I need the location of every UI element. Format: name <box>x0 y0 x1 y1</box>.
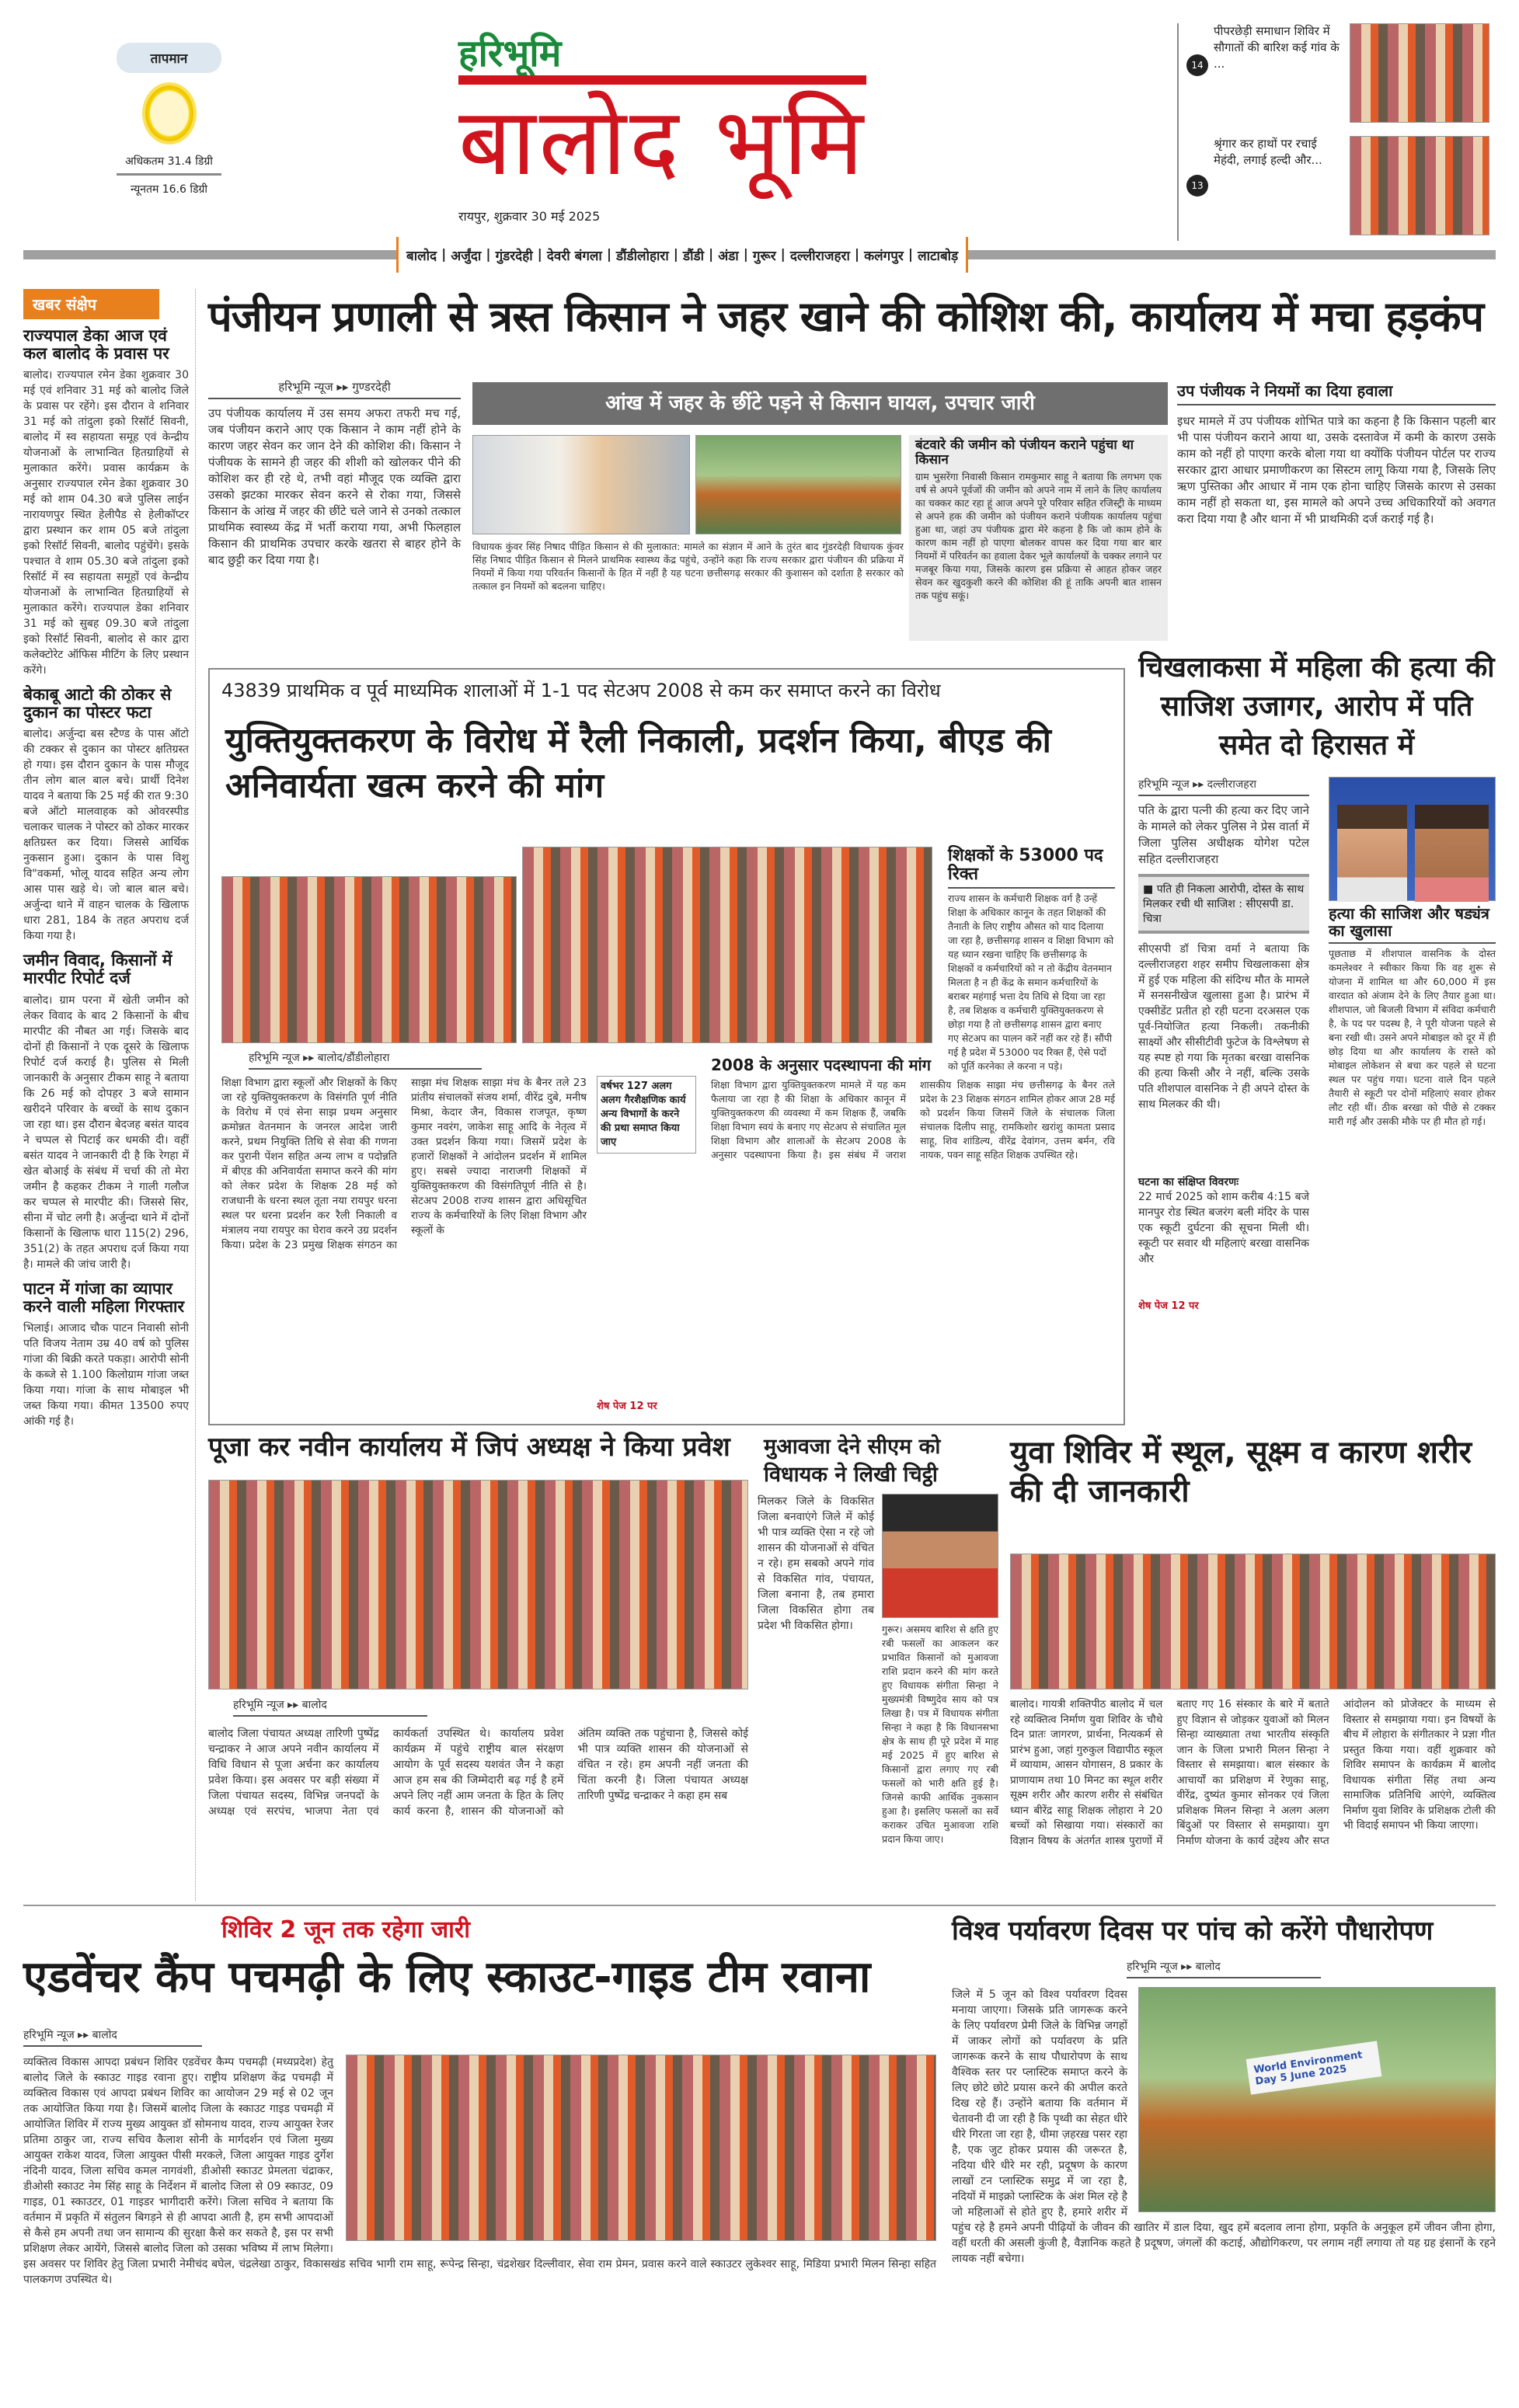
masthead-title: बालोद भूमि <box>458 75 866 201</box>
scout-headline: एडवेंचर कैंप पचमढ़ी के लिए स्काउट-गाइड टीम रवाना <box>23 1952 871 2003</box>
continued-link[interactable]: शेष पेज 12 पर <box>597 1401 657 1412</box>
teaser-item[interactable] <box>1186 136 1497 241</box>
nav-item[interactable]: लाटाबोड़ <box>918 248 959 264</box>
environment-banner: World Environment Day 5 June 2025 <box>1246 2041 1382 2094</box>
teaser-text: पीपरछेड़ी समाधान शिविर में सौगातों की बारिश कई गांव के ... <box>1214 24 1340 71</box>
office-photo <box>208 1480 748 1689</box>
rally-kicker: 43839 प्राथमिक व पूर्व माध्यमिक शालाओं में 1-1 पद सेटअप 2008 से कम कर समाप्त करने का विरोध <box>221 680 941 701</box>
box2-body: शिक्षा विभाग द्वारा युक्तियुक्तकरण मामले में यह कम फैलाया जा रहा है की शिक्षा के अधिकार कानून में युक्तियुक्तकरण की व्यवस्था में कम शिक्षक हैं, जबकि शिक्षा विभाग स्वयं के बनाए गए सेटअप से संचालित मूल शिक्षा विभाग और शालाओं के सेटअप 2008 के अनुसार पदस्थापना किया है। इस संबंध में जराश शासकीय शिक्षक साझा मंच छत्तीसगढ़ के बैनर तले प्रदेश के 23 शिक्षक संगठन शामिल होकर आज 28 मई को प्रदर्शन किया जिसमें जिले के संचालक जिला संचालक दिलीप साहू, रामकिशोर खरांशु कामता प्रसाद साहू, शिव शांडिल्य, वीरेंद्र देवांगन, उत्तम बर्मन, रवि नायक, पवन साहू सहित शिक्षक उपस्थित रहे। <box>711 1079 1115 1161</box>
nav-item[interactable]: दल्लीराजहरा <box>789 248 850 264</box>
box-headline: शिक्षकों के 53000 पद रिक्त <box>948 847 1115 889</box>
sub-body: ग्राम भुसरेंगा निवासी किसान रामकुमार साहू ने बताया कि लगभग एक वर्ष से अपने पूर्वजों की जमीन को अपने नाम में लाने के लिए कार्यालय का चक्कर काट रहा हूं आज अपने पूरे परिवार सहित रजिस्ट्री के माध्यम से अपने हक की जमीन को पंजीयन कराने पंजीयक कार्यालय पहुंचा हुआ था, जहां उप पंजीयक द्वारा मेरे कहना है कि जो काम होने के कारण काम नहीं हो पाएगा बोलकर वापस कर दिया गया बार बार नियमों में परिवर्तन का हवाला देकर भूले कार्यालयों के चक्कर लगाने पर मजबूर किया गया, जिसके कारण इस प्रक्रिया से आहत होकर जहर सेवन कर खुदकुशी करने की कोशिश की हूं ताकि अपनी बात शासन तक पहुंच सकूं। <box>915 471 1162 602</box>
masthead[interactable] <box>458 27 956 225</box>
byline: हरिभूमि न्यूज ▸▸ बालोद/डौंडीलोहारा <box>249 1050 482 1070</box>
brief-body: बालोद। अर्जुन्दा बस स्टैण्ड के पास ऑटो की टक्कर से दुकान का पोस्टर क्षतिग्रस्त हो गया। इस दौरान दुकान के पास मौजूद तीन लोग बाल बाल बचे। प्रार्थी दिनेश यादव ने बताया कि 25 मई की रात 9:30 बजे ऑटो मालवाहक को ओवरस्पीड चलाकर चालक ने पोस्टर को ठोकर मारकर क्षतिग्रस्त कर दिया। जिससे आर्थिक नुकसान हुआ। दुकान के पास विशु वि"वकर्मा, भोलू यादव सहित अन्य लोग आस पास खड़े थे। जो बाल बाल बचे। अर्जुन्दा थाने में वाहन चालक के खिलाफ धारा 281, 184 के तहत अपराध दर्ज किया गया है। <box>23 728 189 943</box>
mla-photo <box>882 1494 998 1618</box>
byline: हरिभूमि न्यूज ▸▸ गुण्डरदेही <box>208 379 461 399</box>
lead-body: उप पंजीयक कार्यालय में उस समय अफरा तफरी मच गई, जब पंजीयन कराने आए एक किसान ने काम नहीं होने के कारण जहर सेवन कर जान देने की कोशिश की। किसान ने पंजीयक के सामने ही जहर की शीशी को खोलकर पीने की कोशिश कर ही रहे थे, तभी वहां मौजूद एक व्यक्ति द्वारा उसको झटका मारकर सेवन करने से रोका गया, जिससे किसान के आंख में जहर की छींटे चले जाने से उनको तत्काल प्राथमिक स्वास्थ्य केंद्र में भर्ती कराया गया, अभी फिलहाल किसान की प्राथमिक उपचार करके खतरा से बाहर होने के बाद छुट्टी कर दिया गया है। <box>208 406 461 567</box>
page-number-badge: 13 <box>1186 175 1208 197</box>
scout-photo <box>346 2055 936 2241</box>
crime-body: सीएसपी डॉ चित्रा वर्मा ने बताया कि दल्लीराजहरा शहर समीप चिखलाकसा क्षेत्र में हुई एक महिला की संदिग्ध मौत के मामले में सनसनीखेज खुलासा हुआ है। प्रारंभ में एक्सीडेंट प्रतीत हो रही घटना दरअसल एक पूर्व-नियोजित हत्या निकली। तकनीकी साक्ष्यों और सीसीटीवी फुटेज के विश्लेषण से यह स्पष्ट हो गया कि मृतका बरखा वासनिक की हत्या किसी और ने नहीं, बल्कि उसके पति शीशपाल वासनिक ने ही अपने दोस्त के साथ मिलकर की थी। <box>1138 943 1309 1111</box>
lead-sub-story <box>909 435 1168 641</box>
nav-item[interactable]: डौंडीलोहारा <box>616 248 669 264</box>
byline: हरिभूमि न्यूज ▸▸ दल्लीराजहरा <box>1138 777 1309 796</box>
rally-callout <box>597 1076 696 1154</box>
side-headline: उप पंजीयक ने नियमों का दिया हवाला <box>1177 382 1496 405</box>
side-body: इधर मामले में उप पंजीयक शोभित पात्रे का कहना है कि किसान पहली बार भी पास पंजीयन कराने आया था, उसके दस्तावेज में कमी के कारण उसके काम को नहीं हो पाएगा करके बोला गया था क्योंकि पंजीयन पोर्टल पर राज्य सरकार द्वारा आधार प्रमाणीकरण का सिस्टम लागू किया गया है, जिसके लिए ऋण पुस्तिका और आधार में नाम एक होना चाहिए जिसके कारण से उसका काम नहीं हो सकता था, इस मामले को अपने उच्च अधिकारियों को अवगत करा दिया गया है और थाना में भी प्राथमिकी दर्ज कराई गई है। <box>1177 414 1496 526</box>
lead-left-column <box>208 379 461 643</box>
briefs-label: खबर संक्षेप <box>23 289 159 319</box>
continued-link[interactable]: शेष पेज 12 पर <box>1138 1300 1199 1312</box>
rally-photo <box>221 876 517 1043</box>
rally-photo <box>522 847 932 1043</box>
rally-box2-story <box>707 1056 1115 1418</box>
nav-bar: बालोद | अर्जुंदा | गुंडरदेही | देवरी बंगला | डौंडीलोहारा | डौंडी | अंडा | गुरूर | दल्लीराजहरा | कलंगपुर | लाटाबोड़ <box>396 237 968 273</box>
office-body: बालोद जिला पंचायत अध्यक्ष तारिणी पुष्पेंद्र चन्द्राकर ने आज अपने नवीन कार्यालय में विधि विधान से पूजा अर्चना कर कार्यालय प्रवेश किया। इस अवसर पर बड़ी संख्या में जिला पंचायत सदस्य, विभिन्न जनपदों के अध्यक्ष एवं सरपंच, भाजपा नेता एवं कार्यकर्ता उपस्थित थे। कार्यालय प्रवेश कार्यक्रम में पहुंचे राष्ट्रीय बाल संरक्षण आयोग के पूर्व सदस्य यशवंत जैन ने कहा आज हम सब की जिम्मेदारी बढ़ गई है हमें अपने लिए नहीं आम जनता के हित के लिए कार्य करना है, शासन की योजनाओं को अंतिम व्यक्ति तक पहुंचाना है, जिससे कोई भी पात्र व्यक्ति शासन की योजनाओं से वंचित न रहे। हम अपनी नहीं जनता की चिंता करनी है। जिला पंचायत अध्यक्ष तारिणी पुष्पेंद्र चन्द्राकर ने कहा हम सब <box>208 1728 748 1818</box>
nav-item[interactable]: अंडा <box>718 248 739 264</box>
compensation-lede: मिलकर जिले के विकसित जिला बनवाएंगे जिले में कोई भी पात्र व्यक्ति ऐसा न रहे जो शासन की योजनाओं से वंचित न रहे। हम सबको अपने गांव से विकसित गांव, पंचायत, जिला बनाना है, तब हमारा जिला विकसित होगा तब प्रदेश भी विकसित होगा। <box>758 1495 874 1632</box>
compensation-story <box>758 1433 998 1899</box>
brief-item <box>23 327 189 678</box>
accused-photo <box>1337 805 1407 902</box>
rally-body: शिक्षा विभाग द्वारा स्कूलों और शिक्षकों के किए जा रहे युक्तियुक्तकरण के विसंगति पूर्ण नीति के विरोध में एवं सेना साझ प्रथम अनुसार क्रमोन्नत वेतनमान के जनरल आदेश जारी करने, प्रथम नियुक्ति तिथि से सेवा की गणना कर पुरानी पेंशन सहित अन्य लाभ व पदोन्नति में बीएड की अनिवार्यता समाप्त करने की मांग को लेकर प्रदेश के शिक्षक 28 मई को राजधानी के धरना स्थल तूता नया रायपुर धरना स्थल पर धरना प्रदर्शन कर रैली निकाली व मंत्रालय नया रायपुर का घेराव करने उग्र प्रदर्शन किया। प्रदेश के 23 प्रमुख शिक्षक संगठन का साझा मंच शिक्षक साझा मंच के बैनर तले 23 प्रांतीय संचालकों संजय शर्मा, वीरेंद्र दुबे, मनीष मिश्रा, केदार जैन, विकास राजपूत, कृष्ण कुमार नवरंग, जाकेश साहू आदि के नेतृत्व में उक्त प्रदर्शन किया गया। जिसमें प्रदेश के हजारों शिक्षकों ने आंदोलन प्रदर्शन में शामिल हुए। सबसे ज्यादा नाराजगी शिक्षकों में युक्तियुक्तकरण की विसंगतिपूर्ण नीति से है। सेटअप 2008 राज्य शासन द्वारा अधिसूचित राज्य के कर्मचारियों के लिए शिक्षा विभाग और स्कूलों के <box>221 1077 587 1251</box>
brief-title: जमीन विवाद, किसानों में मारपीट रिपोर्ट दर्ज <box>23 951 172 988</box>
nav-item[interactable]: गुरूर <box>752 248 776 264</box>
side-headline: हत्या की साजिश और षड्यंत्र का खुलासा <box>1329 905 1496 944</box>
max-temp: अधिकतम 31.4 डिग्री <box>117 154 221 176</box>
crime-left-column <box>1138 777 1309 1425</box>
section-divider <box>23 1905 1496 1906</box>
accused-photo <box>1415 805 1489 902</box>
crime-lede: पति के द्वारा पत्नी की हत्या कर दिए जाने के मामले को लेकर पुलिस ने प्रेस वार्ता में जिला पुलिस अधीक्षक योगेश पटेल सहित दल्लीराजहरा <box>1138 803 1309 866</box>
compensation-headline: मुआवजा देने सीएम को विधायक ने लिखी चिट्ठी <box>764 1435 941 1487</box>
rally-headline: युक्तियुक्तकरण के विरोध में रैली निकाली, प्रदर्शन किया, बीएड की अनिवार्यता खत्म करने की मांग <box>225 721 1051 806</box>
sun-icon <box>145 85 193 141</box>
scout-kicker: शिविर 2 जून तक रहेगा जारी <box>221 1916 470 1943</box>
lead-photo <box>695 435 901 534</box>
brief-body: बालोद। राज्यपाल रमेन डेका शुक्रवार 30 मई एवं शनिवार 31 मई को बालोद जिले के प्रवास पर रहेंगे। इस दौरान वे शनिवार 31 मई को तांदुला इको रिसॉर्ट सिवनी, बालोद में स्व सहायता समूह एवं केन्द्रीय योजनाओं के लाभान्वित हितग्राहियों से मुलाकात करेंगे। प्रवास कार्यक्रम के अनुसार राज्यपाल रमेन डेका शुक्रवार 30 मई को शाम 04.30 बजे पुलिस लाईन नारायणपुर स्थित हेलीपैड से हेलीकॉप्टर द्वारा प्रस्थान कर शाम 05 बजे तांदुला इको रिसॉर्ट सिवनी, बालोद पहुंचेंगे। इसके पश्चात वे शाम 05.30 बजे तांदुला इको रिसॉर्ट में स्व सहायता समूहों एवं केन्द्रीय योजनाओं के लाभान्वित हितग्राहियों से मुलाकात करेंगे। राज्यपाल डेका शनिवार 31 मई को सुबह 09.30 बजे तांदुला इको रिसॉर्ट सिवनी, बालोद से कार द्वारा कलेक्टोरेट ऑफिस मीटिंग के लिए प्रस्थान करेंगे। <box>23 369 189 677</box>
nav-item[interactable]: बालोद <box>406 248 437 264</box>
weather-label: तापमान <box>117 43 221 73</box>
lead-photo <box>472 435 690 534</box>
callout-text: वर्षभर 127 अलग अलग गैरशैक्षणिक कार्य अन्य विभागों के करने की प्रथा समाप्त किया जाए <box>601 1080 686 1148</box>
sub-headline: बंटवारे की जमीन को पंजीयन कराने पहुंचा था किसान <box>915 437 1134 468</box>
min-temp: न्यूनतम 16.6 डिग्री <box>130 183 208 196</box>
lead-headline: पंजीयन प्रणाली से त्रस्त किसान ने जहर खाने की कोशिश की, कार्यालय में मचा हड़कंप <box>208 292 1484 341</box>
lead-photo-caption: विधायक कुंवर सिंह निषाद पीड़ित किसान से की मुलाकात: मामले का संज्ञान में आने के तुरंत बाद गुंडरदेही विधायक कुंवर सिंह निषाद पीड़ित किसान से मिलने प्राथमिक स्वास्थ्य केंद्र पहुंचे, उन्होंने कहा कि राज्य सरकार द्वारा पंजीयन की प्रक्रिया में नियमों में किया गया परिवर्तन किसानों के हित में नहीं है यह घटना छत्तीसगढ़ सरकार की कुशासन को दर्शाता है सरकार को तत्काल इन नियमों को बदलना चाहिए। <box>472 541 904 592</box>
nav-item[interactable]: देवरी बंगला <box>546 248 602 264</box>
environment-body: जिले में 5 जून को विश्व पर्यावरण दिवस मनाया जाएगा। जिसके प्रति जागरूक करने के लिए पर्यावरण प्रेमी जिले के विभिन्न जगहों में जाकर लोगों को पर्यावरण के प्रति जागरूक करने के साथ पौधारोपण के साथ वैश्विक स्तर पर प्लास्टिक समाप्त करने के लिए छोटे छोटे प्रयास करने की अपील करते दिख रहे हैं। उन्होंने बताया कि वर्तमान में चेतावनी दी जा रही है कि पृथ्वी का सेहत धीरे धीरे गिरता जा रहा है, धीमा ज़हरख़ पसर रहा है, एक जुट होकर प्रयास की जरूरत है, नदिया धीरे धीरे मर रही, प्रदूषण के कारण लाखों टन प्लास्टिक समुद्र में जा रहा है, नदियों में माइक्रो प्लास्टिक के अंश मिल रहे है जो महिलाओं से होते हुए है, हमारे शरीर में पहुंच रहे है हमने अपनी पीढ़ियों के जीवन की खातिर में डाल दिया, खुद हमें बदलाव लाना होगा, प्रकृति के अनुकूल हमें जीवन जीना होगा, वहीं धरती की असली कुंजी है, वैज्ञानिक कहते है प्रदूषण, जंगलों की कटाई, औद्योगिकरण, पर लगाम नहीं लगाया तो यह ग्रह इंसानों के रहने लायक नहीं बचेगा। <box>952 1989 1496 2265</box>
lead-right-column <box>1177 382 1496 639</box>
dateline: रायपुर, शुक्रवार 30 मई 2025 <box>458 209 601 224</box>
byline: हरिभूमि न्यूज ▸▸ बालोद <box>233 1697 427 1717</box>
crime-callout: ■ पति ही निकला आरोपी, दोस्त के साथ मिलकर रची थी साजिश : सीएसपी डा. चित्रा <box>1138 874 1309 934</box>
camp-body: बालोद। गायत्री शक्तिपीठ बालोद में चल रहे व्यक्तित्व निर्माण युवा शिविर के चौथे दिन प्रातः जागरण, प्रार्थना, नित्यकर्म से प्रारंभ हुआ, जहां गुरुकुल विद्यापीठ स्कूल में व्यायाम, आसन योगासन, 8 प्रकार के प्राणायाम तथा 10 मिनट का स्थूल शरीर सूक्ष्म शरीर और कारण शरीर से संबंधित ध्यान बीरेंद्र साहू शिक्षक लोहारा ने 20 बच्चों को सिखाया गया। संस्कारों का विज्ञान विषय के अंतर्गत शास्त्र पुराणों में बताए गए 16 संस्कार के बारे में बताते हुए विज्ञान से जोड़कर युवाओं को मिलन सिन्हा व्याख्याता तथा भारतीय संस्कृति जान के जिला प्रभारी मिलन सिन्हा ने विस्तार से समझाया। बाल संस्कार के आचार्यों का प्रशिक्षण में रेणुका साहू, वीरेंद्र, दुष्यंत कुमार सोनकर एवं जिला प्रशिक्षक मिलन सिन्हा ने अलग अलग बिंदुओं पर विस्तार से समझाया। युग निर्माण योजना के कार्य उद्देश्य और सप्त आंदोलन को प्रोजेक्टर के माध्यम से विस्तार से समझाया गया। इन विषयों के बीच में लोहारा के संगीतकार ने प्रज्ञा गीत प्रस्तुत किया गया। वहीं शुक्रवार को शिविर समापन के कार्यक्रम में बालोद विधायक संगीता सिंह तथा अन्य सामाजिक प्रतिनिधि आएंगे, व्यक्तित्व निर्माण युवा शिविर के प्रशिक्षक टोली की भी विदाई समापन भी किया जाएगा। <box>1010 1698 1496 1847</box>
teaser-photo <box>1350 23 1489 123</box>
crime-body-2: 22 मार्च 2025 को शाम करीब 4:15 बजे मानपुर रोड स्थित बजरंग बली मंदिर के पास एक स्कूटी दुर्घटना की सूचना मिली थी। स्कूटी पर सवार थी महिलाएं बरखा वासनिक और <box>1138 1191 1309 1265</box>
office-headline: पूजा कर नवीन कार्यालय में जिपं अध्यक्ष ने किया प्रवेश <box>208 1432 730 1463</box>
brief-item <box>23 1280 189 1429</box>
briefs-column <box>23 289 196 1901</box>
camp-photo <box>1010 1554 1496 1689</box>
nav-item[interactable]: डौंडी <box>682 248 704 264</box>
environment-story <box>952 1987 1496 2371</box>
weather-box <box>117 43 221 221</box>
scout-body: व्यक्तित्व विकास आपदा प्रबंधन शिविर एडवेंचर कैम्प पचमढ़ी (मध्यप्रदेश) हेतु बालोद जिले के स्काउट गाइड रवाना हुए। राष्ट्रीय प्रशिक्षण केंद्र पचमढ़ी में व्यक्तित्व विकास एवं आपदा प्रबंधन शिविर का आयोजन 29 मई से 02 जून तक आयोजित किया गया है। जिसमें बालोद जिला के स्काउट गाइड पचमढ़ी में आयोजित शिविर में राज्य मुख्य आयुक्त डॉ सोमनाथ यादव, राज्य आयुक्त रेजर प्रतिमा ठाकुर जा, राज्य सचिव कैलाश सोनी के मार्गदर्शन एवं जिला मुख्य आयुक्त राकेश यादव, जिला आयुक्त पीसी मरकले, जिला आयुक्त गाइड दुर्गेश नंदिनी यादव, जिला सचिव कमल नागवंशी, डीओसी स्काउट प्रेमलता चंद्राकर, डीओसी स्काउट नेम सिंह साहू के निर्देशन में बालोद जिला से 09 स्काउट, 09 गाइड, 01 स्काउटर, 01 गाइडर भागीदारी करेंगे। जिला सचिव ने बताया कि वर्तमान में प्रकृति में संतुलन बिगड़ने से ही आपदा आती है, हम सभी आपदाओं से कैसे हम अपनी तथा जन सामान्य की सुरक्षा कैसे कर सकते है, इस पर सभी प्रशिक्षण लेकर आयेंगे, जिससे बालोद जिला को उसका भविष्य में लाभ मिलेगा। इस अवसर पर शिविर हेतु जिला प्रभारी नेमीचंद बघेल, चंद्रलेखा ठाकुर, विकासखंड सचिव भागी राम साहू, रूपेन्द्र सिन्हा, चंद्रशेखर दिल्लीवार, सेवा राम प्रेमन, प्रवास करने वाले स्काउटर लुकेश्वर साहू, मिडिया प्रभारी मिलन सिन्हा सहित पालकगण उपस्थित थे। <box>23 2056 936 2286</box>
brief-body: बालोद। ग्राम परना में खेती जमीन को लेकर विवाद के बाद 2 किसानों के बीच मारपीट की नौबत आ गई। जिसके बाद दोनों ही किसानों ने एक दूसरे के खिलाफ रिपोर्ट दर्ज कराई है। पुलिस से मिली जानकारी के अनुसार टीकम साहू ने बताया कि 26 मई को दोपहर 3 बजे सामान खरीदने परिवार के बच्चों के साथ दुकान जा रहा था। इस दौरान बेदजह बसंत यादव ने चप्पल से पिटाई कर धमकी दी। वहीं बसंत यादव ने जानकारी दी है कि रेगहा में खेत बोआई के संबंध में चर्चा की तो मेरा जमीन है कहकर टीकम ने गाली गलौज कर चप्पल से मारपीट की। जिससे सिर, सीना में चोट लगी है। अर्जुन्दा थाने में दोनों किसानों के खिलाफ धारा 115(2) 296, 351(2) के तहत अपराध दर्ज किया गया है। मामले की जांच जारी है। <box>23 993 189 1271</box>
box2-headline: 2008 के अनुसार पदस्थापना की मांग <box>711 1056 931 1074</box>
nav-item[interactable]: गुंडरदेही <box>495 248 533 264</box>
environment-headline: विश्व पर्यावरण दिवस पर पांच को करेंगे पौधारोपण <box>952 1916 1434 1947</box>
scout-story <box>23 2055 936 2373</box>
teaser-item[interactable] <box>1186 23 1497 128</box>
crime-side-column <box>1329 905 1496 1425</box>
brief-item <box>23 686 189 944</box>
lead-strip: आंख में जहर के छींटे पड़ने से किसान घायल, उपचार जारी <box>472 382 1168 425</box>
environment-photo <box>1138 1987 1496 2212</box>
brief-item <box>23 952 189 1272</box>
teaser-photo <box>1350 136 1489 235</box>
nav-item[interactable]: अर्जुंदा <box>451 248 482 264</box>
crime-subhead: घटना का संक्षिप्त विवरणः <box>1138 1176 1239 1188</box>
teasers <box>1177 23 1496 241</box>
brand-logo: हरिभूमि <box>458 32 562 75</box>
compensation-body: गुरूर। असमय बारिश से क्षति हुए रबी फसलों का आकलन कर प्रभावित किसानों को मुआवजा राशि प्रदान करने की मांग करते हुए विधायक संगीता सिन्हा ने मुख्यमंत्री विष्णुदेव साय को पत्र लिखा है। पत्र में विधायक संगीता सिन्हा ने कहा है कि विधानसभा क्षेत्र के साथ ही पूरे प्रदेश में माह मई 2025 में हुए बारिश से किसानों द्वारा लगाए गए रबी फसलों को भारी क्षति हुई है। जिनसे काफी आर्थिक नुकसान हुआ है। इसलिए फसलों का सर्वे कराकर उचित मुआवजा राशि प्रदान किया जाए। <box>882 1623 998 1845</box>
callout-text: पति ही निकला आरोपी, दोस्त के साथ मिलकर रची थी साजिश : सीएसपी डा. चित्रा <box>1143 883 1305 925</box>
box-body: राज्य शासन के कर्मचारी शिक्षक वर्ग है उन्हें शिक्षा के अधिकार कानून के तहत शिक्षकों की तैनाती के लिए राष्ट्रीय औसत को याद दिलाया जा रहा है, छत्तीसगढ़ शासन व शिक्षा विभाग को यह ध्यान रखना चाहिए कि छत्तीसगढ़ के शिक्षकों व कर्मचारियों को न तो केंद्रीय वेतनमान मिलता है न ही केंद्र के समान कर्मचारियों के बराबर महंगाई भत्ता देय तिथि से दिया जा रहा है, तब शिक्षक व कर्मचारी युक्तियुक्तकरण से छोड़ा गया है तो छत्तीसगढ़ शासन द्वारा बनाए गए सेटअप का पालन करें नहीं कर रहे हैं। सौंपी गई है प्रदेश में 53000 पद रिक्त हैं, ऐसे पदों को पूर्ति करनेका ले करना न पड़े। <box>948 893 1114 1073</box>
crime-headline: चिखलाकसा में महिला की हत्या की साजिश उजागर, आरोप में पति समेत दो हिरासत में <box>1138 652 1495 761</box>
brief-body: भिलाई। आजाद चौक पाटन निवासी सोनी पति विजय नेताम उम्र 40 वर्ष को पुलिस गांजा की बिक्री करते पकड़ा। आरोपी सोनी के कब्जे से 1.100 किलोग्राम गांजा जब्त किया गया। गांजा के साथ मोबाइल भी जब्त किया गया। कीमत 13500 रुपए आंकी गई है। <box>23 1321 189 1428</box>
byline: हरिभूमि न्यूज ▸▸ बालोद <box>1127 1959 1321 1978</box>
teaser-text: श्रृंगार कर हाथों पर रचाई मेहंदी, लगाई हल्दी और... <box>1214 137 1322 167</box>
brief-title: बेकाबू आटो की ठोकर से दुकान का पोस्टर फटा <box>23 685 172 722</box>
accused-photos <box>1329 777 1496 901</box>
nav-item[interactable]: कलंगपुर <box>864 248 904 264</box>
page-number-badge: 14 <box>1186 54 1208 76</box>
brief-title: राज्यपाल डेका आज एवं कल बालोद के प्रवास पर <box>23 326 169 364</box>
rally-box-story <box>948 846 1115 1073</box>
camp-headline: युवा शिविर में स्थूल, सूक्ष्म व कारण शरीर की दी जानकारी <box>1010 1435 1472 1509</box>
brief-title: पाटन में गांजा का व्यापार करने वाली महिला गिरफ्तार <box>23 1279 185 1316</box>
side-body: पूछताछ में शीशपाल वासनिक के दोस्त कमलेश्वर ने स्वीकार किया कि वह शुरू से योजना में शामिल था और 60,000 में इस वारदात को अंजाम देने के लिए तैयार हुआ था। शीशपाल, जो बिजली विभाग में संविदा कर्मचारी है, के पद पर पदस्थ है, ने पूरी योजना पहले से बना रखी थी। उसने अपने मोबाइल को दूर में ही छोड़ दिया था और कार्यालय के रास्ते को मोबाइल लोकेशन से बचा कर पहले से घटना स्थल पर पहुंच गया। घटना वाले दिन पहले तैयारी से स्कूटी पर दोनों महिलाएं सवार होकर लौट रही थीं। ठीक बरखा को पीछे से टक्कर मारी गई और उसकी मौके पर ही मौत हो गई। <box>1329 948 1496 1127</box>
byline: हरिभूमि न्यूज ▸▸ बालोद <box>23 2027 202 2047</box>
